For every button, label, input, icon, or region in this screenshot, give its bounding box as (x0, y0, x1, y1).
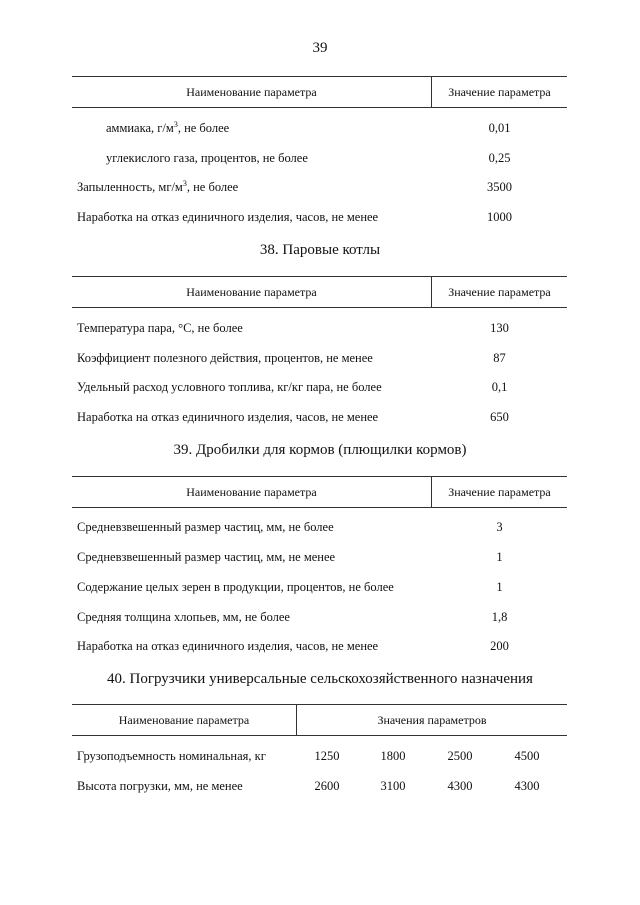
row-label: Средневзвешенный размер частиц, мм, не более (77, 520, 334, 534)
row-value: 1800 (380, 749, 406, 763)
row-label: Содержание целых зерен в продукции, процентов, не более (77, 580, 394, 594)
row-value: 0,01 (488, 121, 511, 135)
row-value: 1 (496, 580, 503, 594)
section-title-40: 40. Погрузчики универсальные сельскохозяйственного назначения (107, 671, 533, 687)
row-value: 3100 (380, 779, 406, 793)
row-label: Высота погрузки, мм, не менее (77, 779, 243, 793)
row-value: 2600 (314, 779, 340, 793)
row-value: 4300 (447, 779, 473, 793)
header-parameter-value: Значение параметра (448, 485, 551, 499)
row-value: 3 (496, 520, 503, 534)
row-label: Наработка на отказ единичного изделия, часов, не менее (77, 210, 379, 224)
header-parameter-name: Наименование параметра (186, 85, 317, 99)
table-feed-crushers (72, 476, 567, 653)
row-value: 130 (490, 321, 509, 335)
row-value: 650 (490, 410, 509, 424)
row-value: 87 (493, 351, 506, 365)
row-label: Удельный расход условного топлива, кг/кг пара, не более (77, 380, 382, 394)
row-label: Коэффициент полезного действия, процентов, не менее (77, 351, 373, 365)
table-steam-boilers (72, 276, 567, 424)
table-header (72, 704, 567, 736)
row-value: 1250 (314, 749, 340, 763)
table-header (72, 476, 567, 508)
row-value: 3500 (487, 180, 512, 194)
table-header (72, 276, 567, 308)
page-number: 39 (312, 40, 328, 56)
header-parameter-values: Значения параметров (377, 713, 487, 727)
row-label: Запыленность, $мг/м^3$, не более (77, 178, 239, 194)
row-label: Температура пара, °С, не более (77, 321, 243, 335)
row-value: 1 (496, 550, 503, 564)
row-value: 1,8 (491, 610, 508, 624)
row-label: Средняя толщина хлопьев, мм, не более (77, 610, 290, 624)
header-parameter-value: Значение параметра (448, 285, 551, 299)
row-label: углекислого газа, процентов, не более (106, 151, 308, 165)
row-value: 0,25 (488, 151, 511, 165)
row-label: Грузоподъемность номинальная, кг (77, 749, 266, 763)
row-value: 4300 (514, 779, 540, 793)
header-parameter-name: Наименование параметра (186, 485, 317, 499)
header-parameter-value: Значение параметра (448, 85, 551, 99)
row-label: Средневзвешенный размер частиц, мм, не менее (77, 550, 336, 564)
row-value: 0,1 (491, 380, 508, 394)
row-value: 2500 (447, 749, 473, 763)
section-title-38: 38. Паровые котлы (259, 242, 381, 258)
header-parameter-name: Наименование параметра (186, 285, 317, 299)
row-value: 200 (490, 639, 509, 653)
section-title-39: 39. Дробилки для кормов (плющилки кормов) (173, 442, 467, 458)
row-label: аммиака, $г/м^3$, не более (106, 119, 230, 135)
table-loaders (72, 704, 567, 793)
row-value: 1000 (487, 210, 512, 224)
row-value: 4500 (514, 749, 540, 763)
row-label: Наработка на отказ единичного изделия, часов, не менее (77, 410, 379, 424)
table-continued (72, 76, 567, 224)
table-header (72, 76, 567, 108)
row-label: Наработка на отказ единичного изделия, часов, не менее (77, 639, 379, 653)
header-parameter-name: Наименование параметра (118, 713, 250, 727)
